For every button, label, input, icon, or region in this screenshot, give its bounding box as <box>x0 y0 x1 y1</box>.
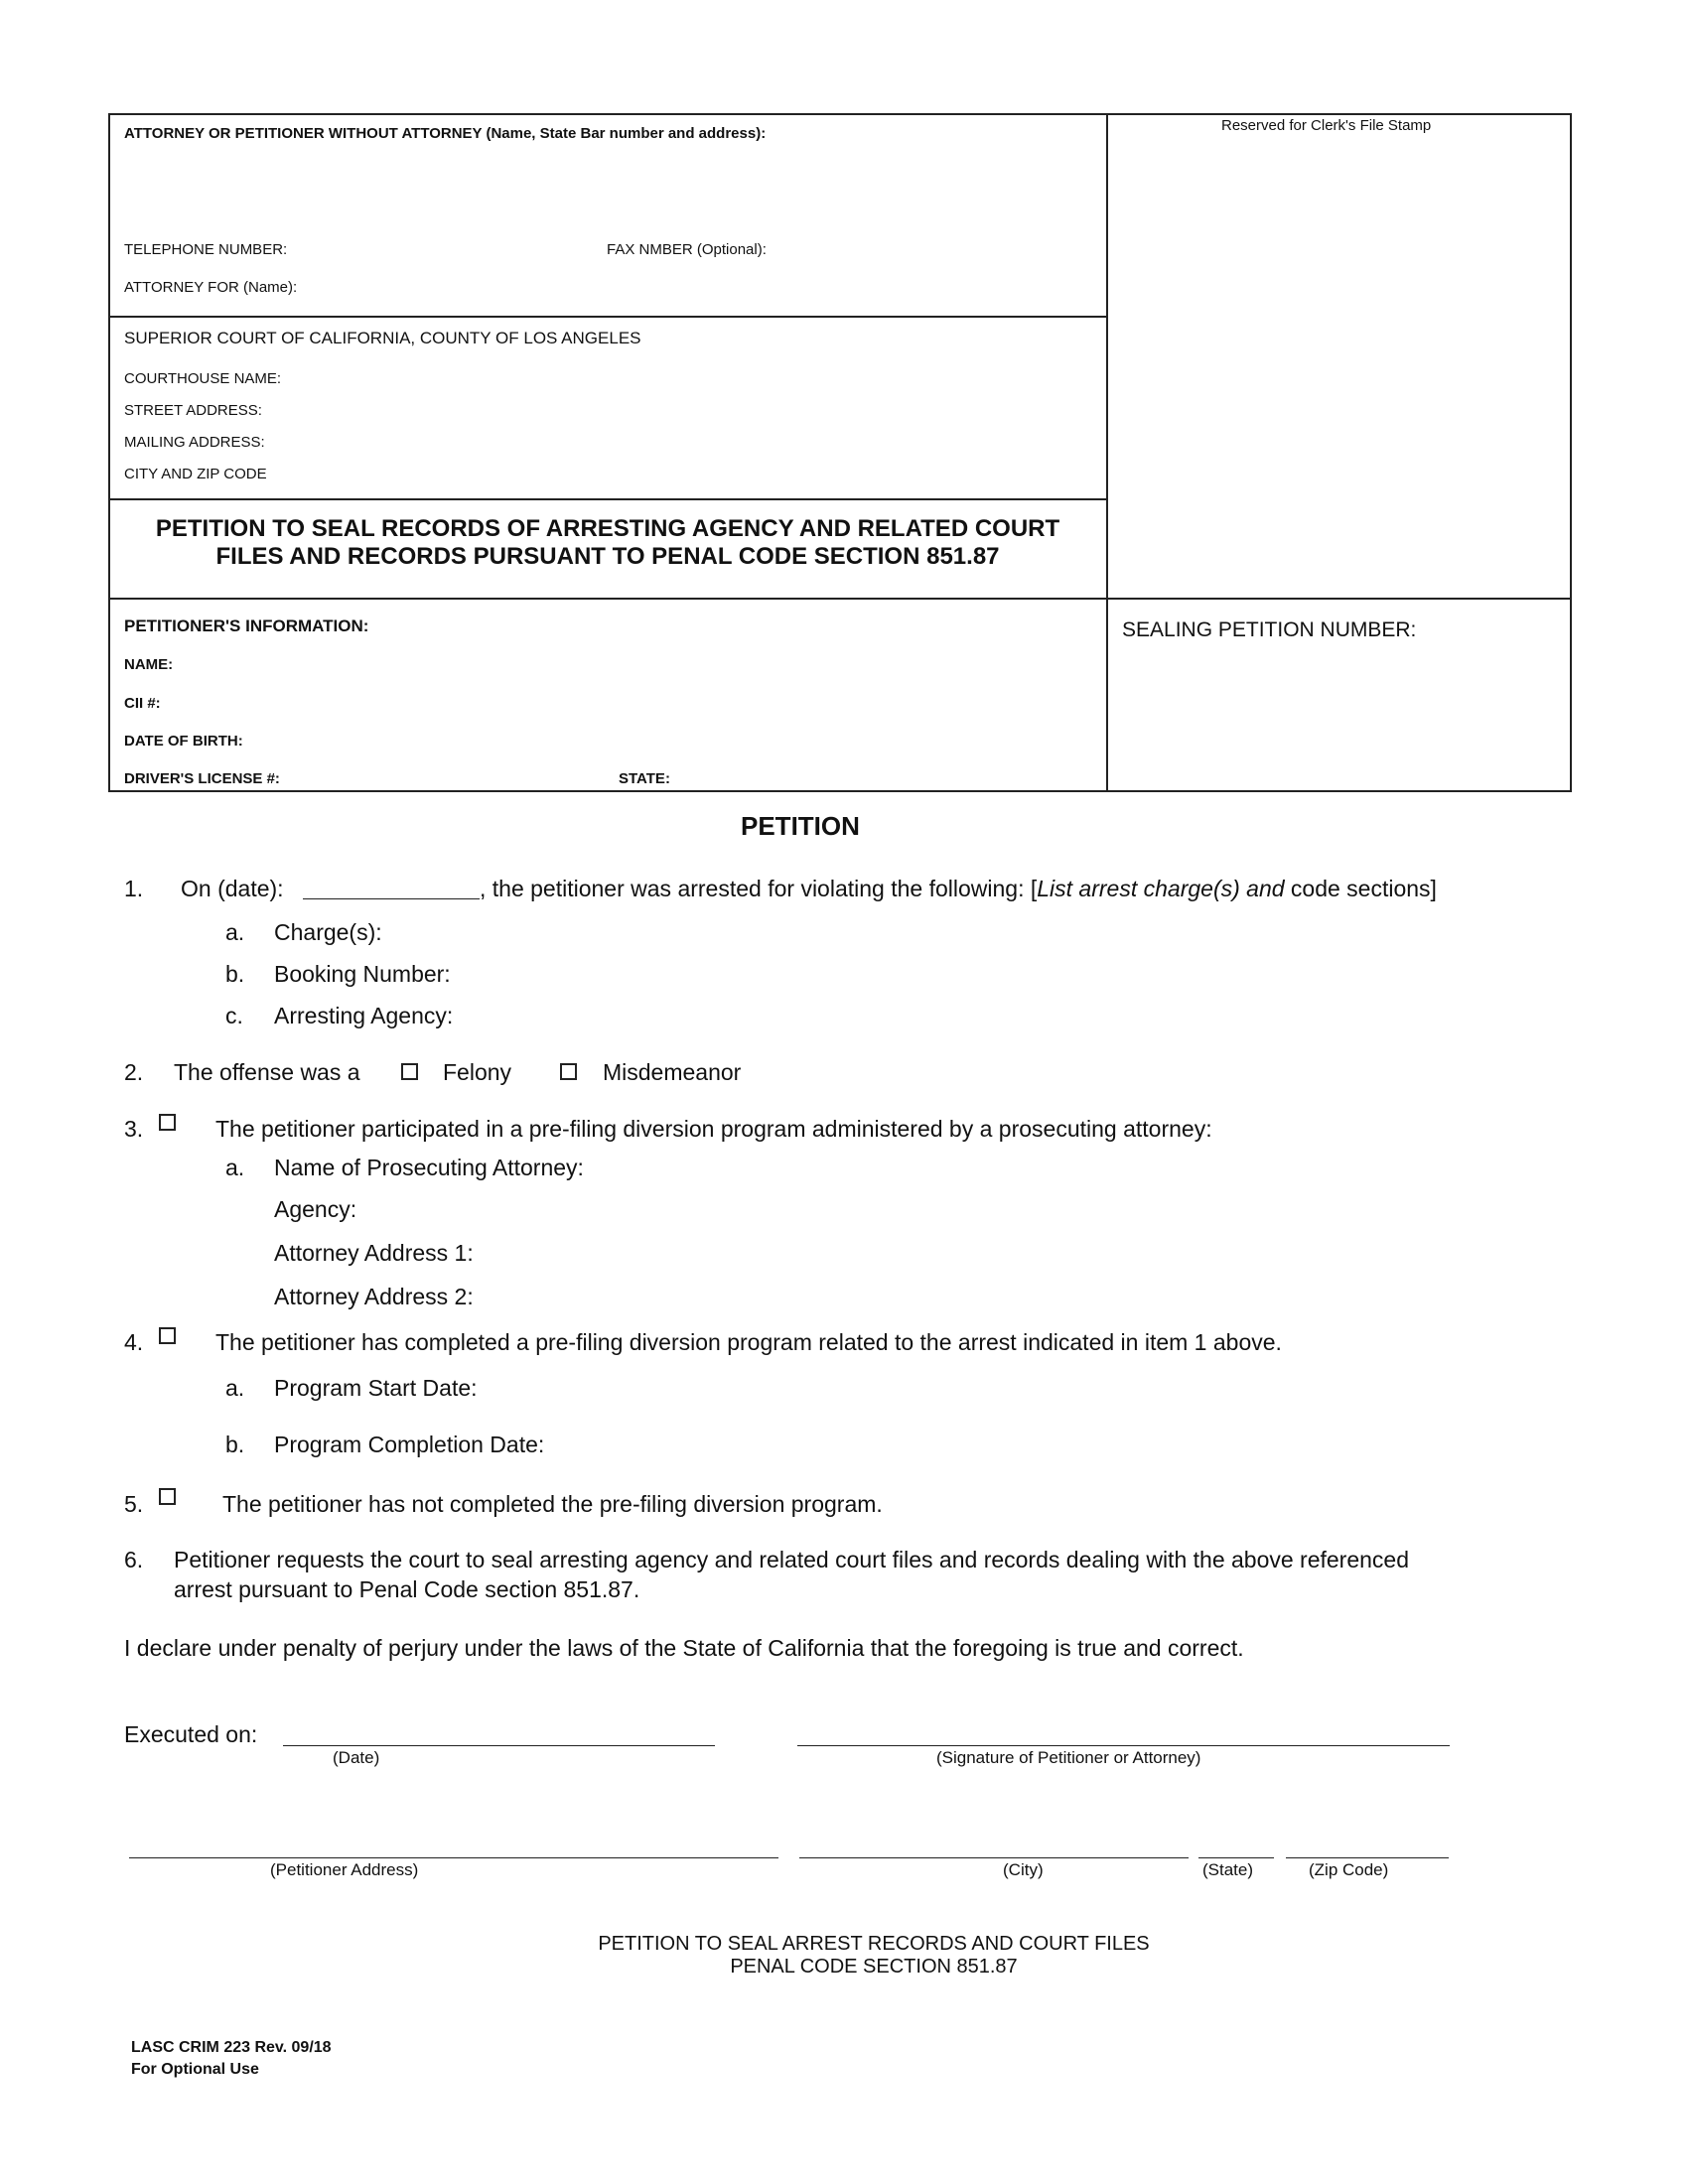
petitioner-info-label: PETITIONER'S INFORMATION: <box>124 616 369 635</box>
petitioner-address-caption: (Petitioner Address) <box>270 1860 419 1879</box>
item1-text-tail: code sections] <box>1284 876 1437 901</box>
cii-label: CII #: <box>124 695 161 712</box>
item4b-letter: b. <box>225 1432 245 1457</box>
arrest-date-line[interactable] <box>303 898 480 899</box>
court-name: SUPERIOR COURT OF CALIFORNIA, COUNTY OF LOS ANGELES <box>124 329 641 347</box>
item3-number: 3. <box>124 1116 144 1142</box>
misdemeanor-label: Misdemeanor <box>603 1059 742 1085</box>
booking-number-label: Booking Number: <box>274 961 451 987</box>
misdemeanor-checkbox[interactable] <box>560 1063 577 1080</box>
felony-label: Felony <box>443 1059 512 1085</box>
city-caption: (City) <box>1003 1860 1044 1879</box>
diversion-not-completed-checkbox[interactable] <box>159 1488 176 1505</box>
agency-label: Agency: <box>274 1196 357 1222</box>
form-title-line1: PETITION TO SEAL RECORDS OF ARRESTING AGENCY AND RELATED COURT <box>155 515 1060 542</box>
footer-title-line1: PETITION TO SEAL ARREST RECORDS AND COURT FILES <box>598 1933 1150 1955</box>
street-address-label: STREET ADDRESS: <box>124 402 262 419</box>
zip-line[interactable] <box>1286 1857 1449 1858</box>
item1-number: 1. <box>124 876 144 901</box>
state-label: STATE: <box>619 770 670 787</box>
courthouse-label: COURTHOUSE NAME: <box>124 370 282 387</box>
petitioner-address-line[interactable] <box>129 1857 778 1858</box>
signature-line[interactable] <box>797 1745 1450 1746</box>
footer-title <box>477 1933 1271 1979</box>
item1-text <box>480 876 1437 902</box>
item1a-letter: a. <box>225 919 245 945</box>
fax-label: FAX NMBER (Optional): <box>607 241 767 258</box>
date-caption: (Date) <box>333 1748 380 1767</box>
executed-date-line[interactable] <box>283 1745 715 1746</box>
item1-text-italic: List arrest charge(s) and <box>1037 876 1285 901</box>
executed-on-label: Executed on: <box>124 1721 258 1747</box>
signature-caption: (Signature of Petitioner or Attorney) <box>936 1748 1201 1767</box>
caption-box <box>108 113 1572 792</box>
item1b-letter: b. <box>225 961 245 987</box>
city-line[interactable] <box>799 1857 1189 1858</box>
clerk-stamp-label: Reserved for Clerk's File Stamp <box>1221 117 1432 134</box>
name-label: NAME: <box>124 656 174 673</box>
item6-line2: arrest pursuant to Penal Code section 851.87. <box>174 1576 640 1602</box>
item5-text: The petitioner has not completed the pre-filing diversion program. <box>222 1491 883 1517</box>
item5-number: 5. <box>124 1491 144 1517</box>
arresting-agency-label: Arresting Agency: <box>274 1003 454 1028</box>
telephone-label: TELEPHONE NUMBER: <box>124 241 288 258</box>
charges-label: Charge(s): <box>274 919 382 945</box>
drivers-license-label: DRIVER'S LICENSE #: <box>124 770 280 787</box>
form-title-line2: FILES AND RECORDS PURSUANT TO PENAL CODE SECTION 851.87 <box>215 543 1000 570</box>
sealing-number-label: SEALING PETITION NUMBER: <box>1122 618 1417 641</box>
prosecuting-attorney-label: Name of Prosecuting Attorney: <box>274 1155 584 1180</box>
footer-title-line2: PENAL CODE SECTION 851.87 <box>730 1956 1018 1978</box>
attorney-section-divider <box>108 316 1107 318</box>
attorney-label: ATTORNEY OR PETITIONER WITHOUT ATTORNEY (Name, State Bar number and address): <box>124 125 767 142</box>
item1c-letter: c. <box>225 1003 243 1028</box>
diversion-participated-checkbox[interactable] <box>159 1114 176 1131</box>
form-number: LASC CRIM 223 Rev. 09/18 <box>131 2039 332 2056</box>
dob-label: DATE OF BIRTH: <box>124 733 243 750</box>
item6-line1: Petitioner requests the court to seal arresting agency and related court files and records dealing with the above referenced <box>174 1547 1410 1572</box>
attorney-address1-label: Attorney Address 1: <box>274 1240 474 1266</box>
felony-checkbox[interactable] <box>401 1063 418 1080</box>
item4-number: 4. <box>124 1329 144 1355</box>
item6-number: 6. <box>124 1547 144 1572</box>
item3a-letter: a. <box>225 1155 245 1180</box>
city-zip-label: CITY AND ZIP CODE <box>124 466 267 482</box>
program-start-label: Program Start Date: <box>274 1375 478 1401</box>
state-caption: (State) <box>1202 1860 1254 1879</box>
item1-on-date: On (date): <box>181 876 284 901</box>
court-section-divider <box>108 498 1107 500</box>
petition-heading: PETITION <box>741 811 860 841</box>
caption-divider-vertical <box>1106 113 1108 792</box>
attorney-address2-label: Attorney Address 2: <box>274 1284 474 1309</box>
title-section-divider <box>108 598 1572 600</box>
diversion-completed-checkbox[interactable] <box>159 1327 176 1344</box>
declaration-text: I declare under penalty of perjury under the laws of the State of California that the foregoing is true and correct. <box>124 1635 1244 1661</box>
mailing-address-label: MAILING ADDRESS: <box>124 434 265 451</box>
item4a-letter: a. <box>225 1375 245 1401</box>
offense-label: The offense was a <box>174 1059 360 1085</box>
item1-text-main: , the petitioner was arrested for violating the following: [ <box>480 876 1038 901</box>
program-completion-label: Program Completion Date: <box>274 1432 545 1457</box>
form-title <box>111 515 1104 571</box>
item3-text: The petitioner participated in a pre-filing diversion program administered by a prosecuting attorney: <box>215 1116 1212 1142</box>
optional-use: For Optional Use <box>131 2061 259 2078</box>
item4-text: The petitioner has completed a pre-filing diversion program related to the arrest indicated in item 1 above. <box>215 1329 1282 1355</box>
attorney-for-label: ATTORNEY FOR (Name): <box>124 279 298 296</box>
zip-caption: (Zip Code) <box>1309 1860 1389 1879</box>
item2-number: 2. <box>124 1059 144 1085</box>
state-line[interactable] <box>1198 1857 1274 1858</box>
